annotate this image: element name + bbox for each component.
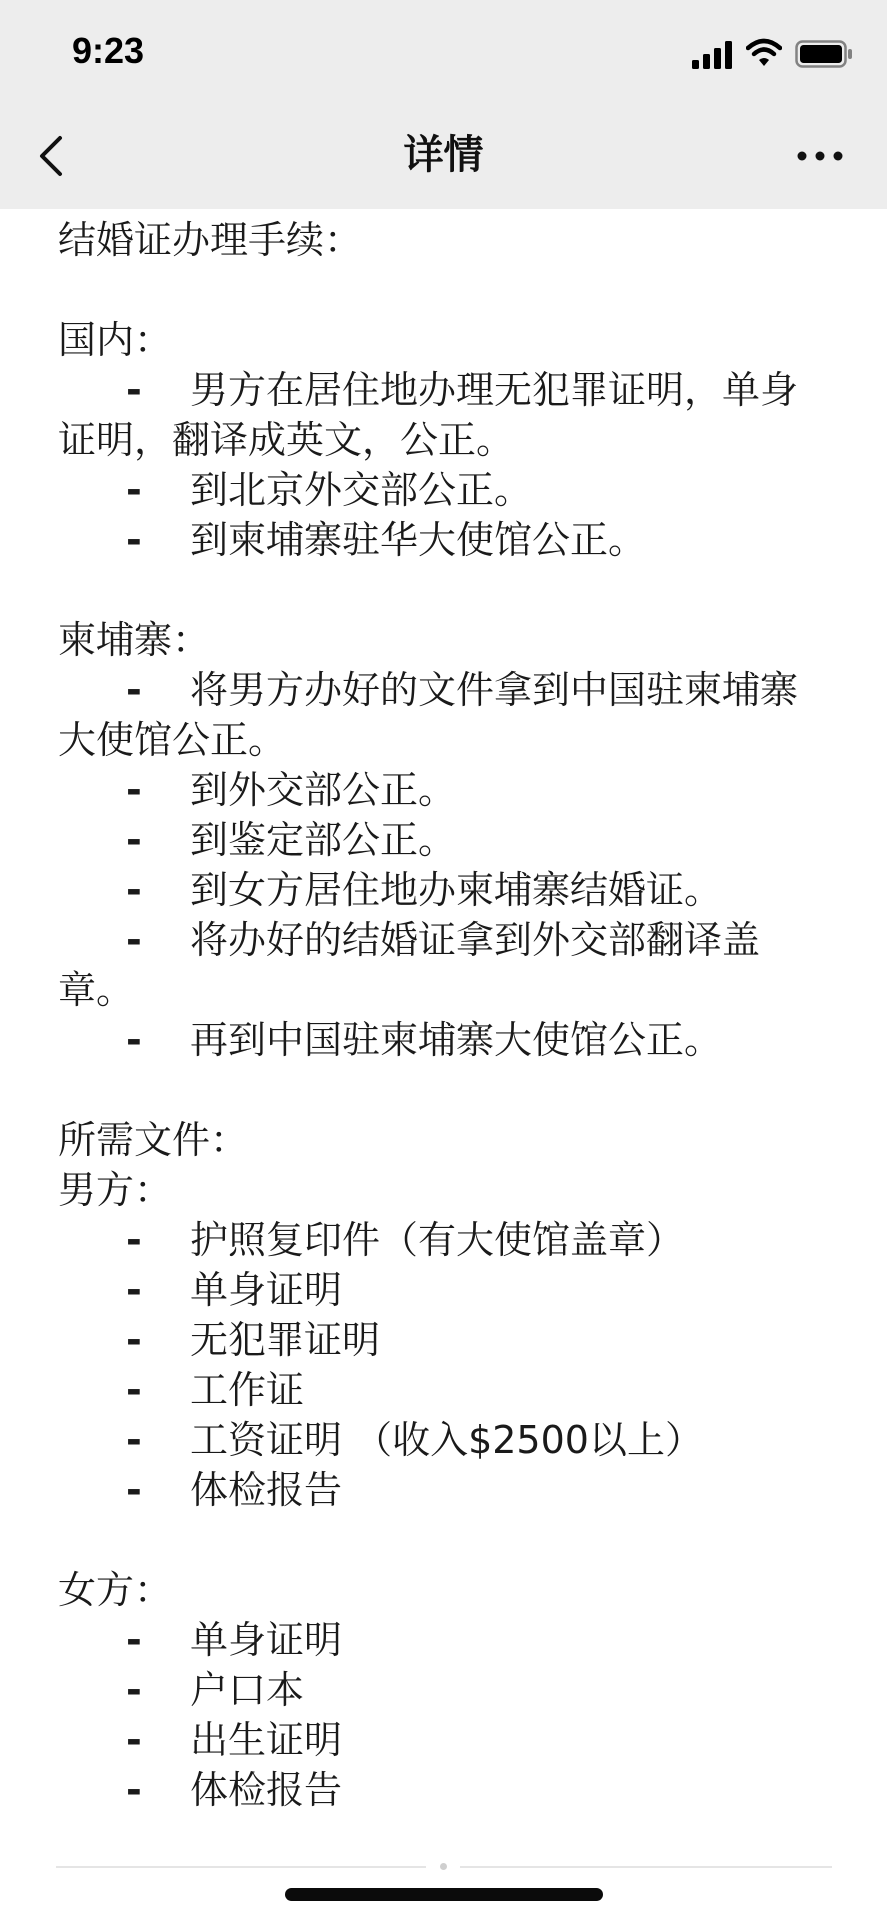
list-item-text: 到柬埔寨驻华大使馆公正。 (190, 518, 647, 562)
list-item-text: 无犯罪证明 (190, 1318, 381, 1362)
bullet-dash: - (126, 468, 142, 512)
list-item (58, 1415, 816, 1465)
list-item-text: 户口本 (190, 1668, 305, 1712)
list-item-text: 体检报告 (190, 1468, 343, 1512)
bullet-dash: - (126, 818, 142, 862)
list-item (58, 515, 816, 565)
list-item (58, 1315, 816, 1365)
divider-dot-icon (440, 1863, 447, 1870)
bullet-dash: - (126, 868, 142, 912)
bullet-dash: - (126, 1718, 142, 1762)
list-item (58, 815, 816, 865)
article-content (58, 215, 816, 1815)
list-item-text: 男方在居住地办理无犯罪证明，单身证明，翻译成英文，公正。 (58, 368, 799, 462)
bullet-dash: - (126, 1618, 142, 1662)
bullet-dash: - (126, 1368, 142, 1412)
status-time: 9:23 (72, 30, 145, 71)
list-item (58, 865, 816, 915)
bullet-dash: - (126, 1218, 142, 1262)
list-item-text: 将男方办好的文件拿到中国驻柬埔寨大使馆公正。 (58, 668, 799, 762)
subsection-title-male: 男方： (58, 1168, 173, 1212)
list-item (58, 1265, 816, 1315)
subsection-title-female: 女方： (58, 1568, 173, 1612)
bullet-dash: - (126, 768, 142, 812)
bullet-dash: - (126, 1768, 142, 1812)
bullet-dash: - (126, 1418, 142, 1462)
home-indicator[interactable] (285, 1888, 603, 1901)
list-item-text: 工资证明 （收入$2500以上） (190, 1418, 703, 1462)
list-item (58, 1465, 816, 1515)
top-bar (0, 0, 887, 209)
list-item-text: 出生证明 (190, 1718, 343, 1762)
bullet-dash: - (126, 1668, 142, 1712)
bullet-dash: - (126, 1018, 142, 1062)
list-item-text: 体检报告 (190, 1768, 343, 1812)
list-item (58, 365, 816, 465)
list-item (58, 1015, 816, 1065)
bullet-dash: - (126, 918, 142, 962)
list-item-text: 到北京外交部公正。 (190, 468, 533, 512)
footer-divider (460, 1866, 832, 1868)
bullet-dash: - (126, 1318, 142, 1362)
footer-divider (56, 1866, 426, 1868)
list-item (58, 1665, 816, 1715)
list-item-text: 护照复印件（有大使馆盖章） (190, 1218, 685, 1262)
list-item-text: 再到中国驻柬埔寨大使馆公正。 (190, 1018, 723, 1062)
list-item (58, 1765, 816, 1815)
list-item-text: 单身证明 (190, 1268, 343, 1312)
page-title: 详情 (403, 132, 484, 178)
list-item (58, 465, 816, 515)
more-horizontal-icon[interactable] (796, 142, 844, 170)
battery-icon (795, 40, 853, 68)
list-item (58, 915, 816, 1015)
list-item-text: 将办好的结婚证拿到外交部翻译盖章。 (58, 918, 761, 1012)
wifi-icon (746, 38, 782, 68)
article-heading: 结婚证办理手续： (58, 218, 363, 262)
list-item (58, 665, 816, 765)
bullet-dash: - (126, 518, 142, 562)
section-title-cambodia: 柬埔寨： (58, 618, 211, 662)
list-item (58, 1715, 816, 1765)
bullet-dash: - (126, 1468, 142, 1512)
list-item (58, 1615, 816, 1665)
cellular-signal-icon (692, 41, 734, 69)
bullet-dash: - (126, 668, 142, 712)
section-title-domestic: 国内： (58, 318, 173, 362)
list-item (58, 1215, 816, 1265)
list-item-text: 工作证 (190, 1368, 305, 1412)
list-item (58, 1365, 816, 1415)
list-item-text: 到鉴定部公正。 (190, 818, 457, 862)
section-title-documents: 所需文件： (58, 1118, 249, 1162)
bullet-dash: - (126, 1268, 142, 1312)
list-item-text: 到外交部公正。 (190, 768, 457, 812)
list-item-text: 到女方居住地办柬埔寨结婚证。 (190, 868, 723, 912)
bullet-dash: - (126, 368, 142, 412)
list-item-text: 单身证明 (190, 1618, 343, 1662)
list-item (58, 765, 816, 815)
